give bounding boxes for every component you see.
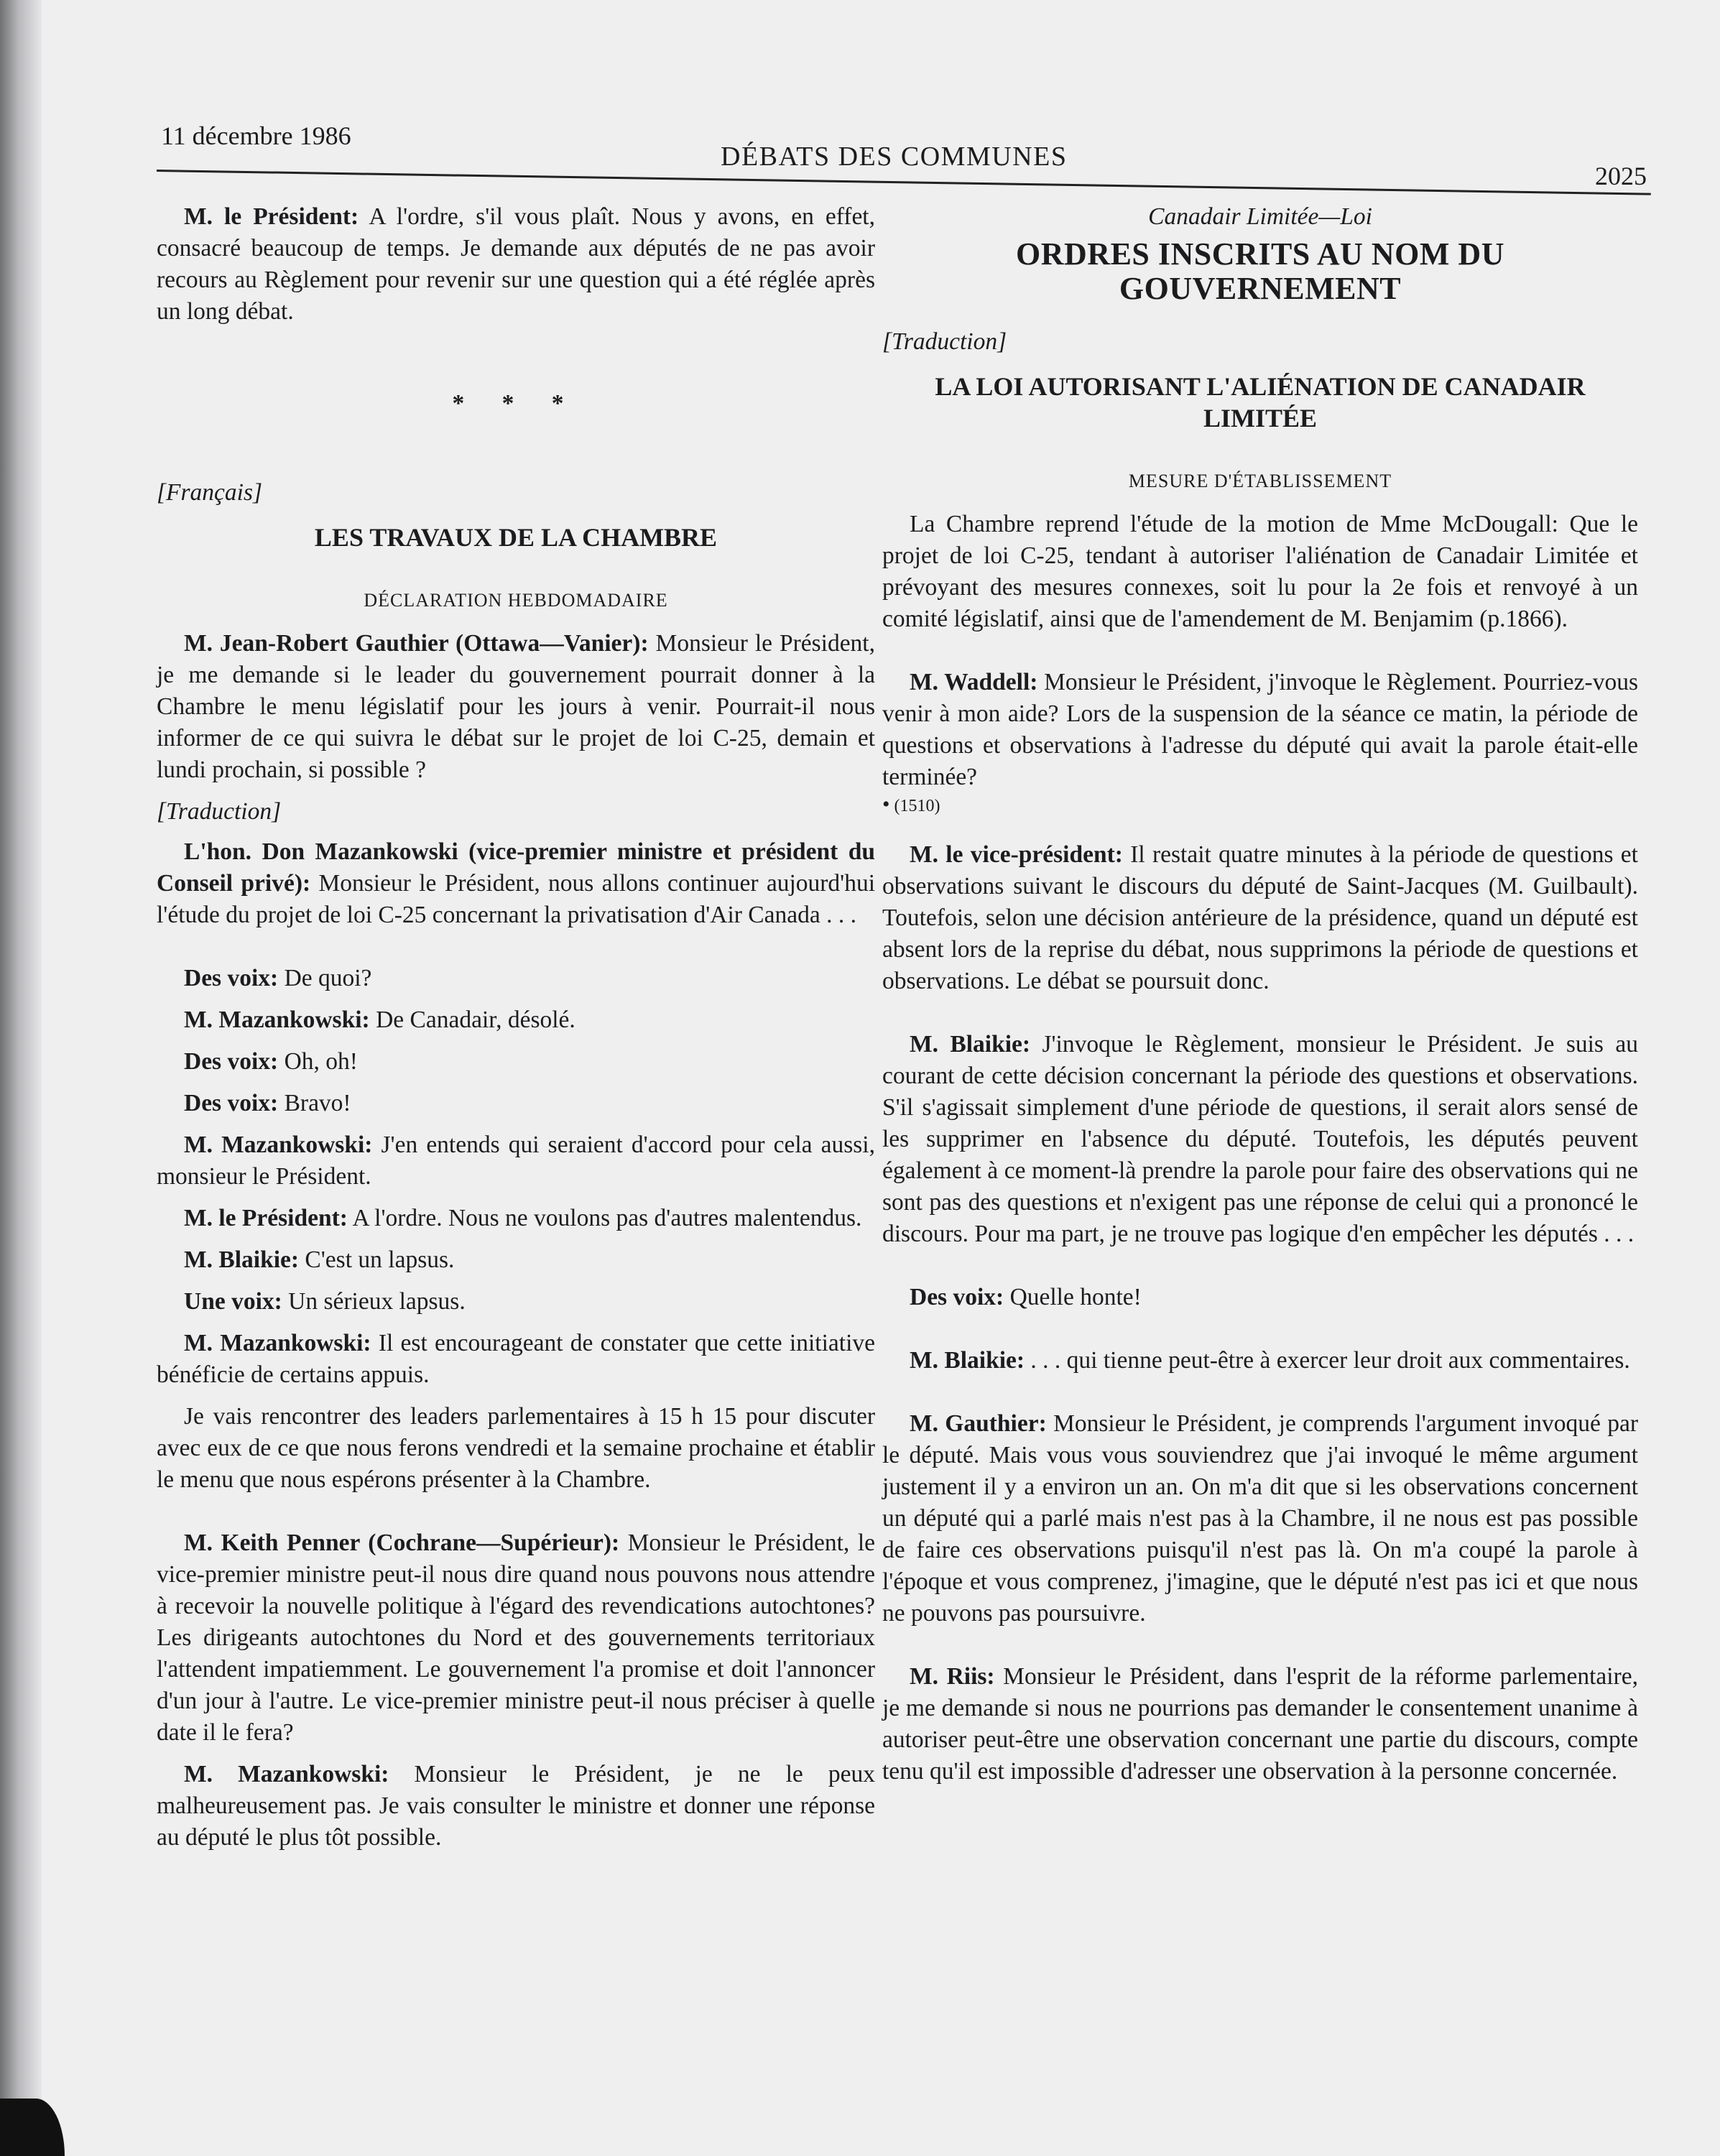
speech-paragraph bbox=[882, 667, 1638, 793]
speech-text: Il restait quatre minutes à la période de questions et observations suivant le discours du député de Saint-Jacques (M. Guilbault). Toutefois, selon une décision antérieure de la présidence, quand un député est absent lors de la reprise du débat, nous supprimons la période de questions et observations. Le débat se poursuit donc. bbox=[882, 841, 1638, 994]
speech-text: J'en entends qui seraient d'accord pour cela aussi, monsieur le Président. bbox=[157, 1132, 875, 1190]
section-heading: LES TRAVAUX DE LA CHAMBRE bbox=[314, 523, 718, 552]
speech-text: Quelle honte! bbox=[1004, 1284, 1142, 1310]
speech-paragraph bbox=[882, 1408, 1638, 1629]
language-tag: [Français] bbox=[157, 479, 263, 506]
speech-text: A l'ordre. Nous ne voulons pas d'autres malentendus. bbox=[347, 1205, 862, 1231]
speaker-name: M. le Président: bbox=[184, 1205, 348, 1231]
speech-text: De Canadair, désolé. bbox=[369, 1007, 575, 1033]
speaker-name: M. Mazankowski: bbox=[184, 1761, 389, 1787]
speaker-name: M. Mazankowski: bbox=[184, 1007, 370, 1033]
speech-paragraph bbox=[882, 1345, 1638, 1377]
running-head: Canadair Limitée—Loi bbox=[1148, 203, 1372, 230]
speaker-name: M. le Président: bbox=[184, 203, 359, 230]
speech-text: Monsieur le Président, je me demande si le leader du gouvernement pourrait donner à la Chambre le menu législatif pour les jours à venir. Pourrait-il nous informer de ce qui suivra le débat sur le projet de loi C-25, demain et lundi prochain, si possible ? bbox=[157, 630, 875, 783]
speaker-name: M. Blaikie: bbox=[184, 1246, 300, 1273]
speaker-name: Une voix: bbox=[184, 1288, 282, 1315]
speech-paragraph bbox=[882, 1029, 1638, 1250]
speech-paragraph bbox=[157, 201, 875, 328]
speech-paragraph: La Chambre reprend l'étude de la motion de Mme McDougall: Que le projet de loi C-25, tendant à autoriser l'aliénation de Canadair Limitée et prévoyant des mesures connexes, soit lu pour la 2e fois et renvoyé à un comité législatif, ainsi que de l'amendement de M. Benjamim (p.1866). bbox=[882, 511, 1638, 632]
speech-text: Monsieur le Président, nous allons continuer aujourd'hui l'étude du projet de loi C-25 concernant la privatisation d'Air Canada . . . bbox=[157, 870, 875, 928]
speech-paragraph bbox=[157, 1088, 875, 1119]
speech-paragraph bbox=[882, 839, 1638, 997]
speech-text: . . . qui tienne peut-être à exercer leur droit aux commentaires. bbox=[1025, 1347, 1630, 1374]
speaker-name: M. Jean-Robert Gauthier (Ottawa—Vanier): bbox=[184, 630, 649, 657]
book-corner bbox=[0, 2099, 65, 2156]
language-tag: [Traduction] bbox=[882, 328, 1007, 355]
page-number: 2025 bbox=[1595, 162, 1647, 190]
speech-text: Un sérieux lapsus. bbox=[282, 1288, 466, 1315]
time-marker bbox=[882, 789, 1638, 822]
speech-paragraph bbox=[157, 1759, 875, 1854]
speech-text: Bravo! bbox=[278, 1090, 351, 1116]
right-column bbox=[882, 201, 1638, 1819]
speaker-name: M. Riis: bbox=[910, 1663, 995, 1690]
subsection-heading: MESURE D'ÉTABLISSEMENT bbox=[1128, 471, 1392, 491]
header-title: DÉBATS DES COMMUNES bbox=[721, 142, 1068, 172]
speech-text: Il est encourageant de constater que cette initiative bénéficie de certains appuis. bbox=[157, 1330, 875, 1388]
bullet-icon: • bbox=[882, 792, 890, 816]
speech-paragraph bbox=[157, 1046, 875, 1078]
speech-paragraph bbox=[882, 1282, 1638, 1313]
header-rule bbox=[157, 170, 1651, 195]
speech-text: Monsieur le Président, le vice-premier ministre peut-il nous dire quand nous pouvons nous attendre à recevoir la nouvelle politique à l'égard des revendications autochtones? Les dirigeants autochtones du Nord et des gouvernements territoriaux l'attendent impatiemment. Le gouvernement l'a promise et doit l'annoncer d'un jour à l'autre. Le vice-premier ministre peut-il nous préciser à quelle date il le fera? bbox=[157, 1530, 875, 1746]
speech-paragraph bbox=[157, 1129, 875, 1193]
speaker-name: Des voix: bbox=[184, 965, 279, 991]
speech-paragraph bbox=[157, 836, 875, 931]
speaker-name: Des voix: bbox=[184, 1090, 279, 1116]
speaker-name: Des voix: bbox=[184, 1048, 279, 1075]
speech-text: J'invoque le Règlement, monsieur le Président. Je suis au courant de cette décision concernant la période des questions et observations. S'il s'agissait simplement d'une période de questions, il serait alors sensé de les supprimer en l'absence du député. Toutefois, les députés peuvent également à ce moment-là prendre la parole pour faire des observations qui ne sont pas des questions et n'exigent pas une réponse de celui qui a prononcé le discours. Pour ma part, je ne trouve pas logique d'en empêcher les députés . . . bbox=[882, 1031, 1638, 1247]
subsection-heading: DÉCLARATION HEBDOMADAIRE bbox=[364, 590, 668, 611]
speech-text: A l'ordre, s'il vous plaît. Nous y avons, en effet, consacré beaucoup de temps. Je demande aux députés de ne pas avoir recours au Règlement pour revenir sur une question qui a été réglée après un long débat. bbox=[157, 203, 875, 325]
bill-heading: LA LOI AUTORISANT L'ALIÉNATION DE CANADAIR LIMITÉE bbox=[935, 372, 1586, 432]
speech-paragraph bbox=[157, 1203, 875, 1234]
speech-paragraph bbox=[157, 1004, 875, 1036]
speaker-name: M. Blaikie: bbox=[910, 1031, 1031, 1058]
speech-paragraph bbox=[157, 1244, 875, 1276]
speech-paragraph bbox=[157, 963, 875, 994]
speaker-name: L'hon. Don Mazankowski (vice-premier ministre et président du Conseil privé): bbox=[157, 838, 875, 897]
speech-text: Monsieur le Président, j'invoque le Règlement. Pourriez-vous venir à mon aide? Lors de la suspension de la séance ce matin, la période de questions et observations à l'adresse du député qui avait la parole était-elle terminée? bbox=[882, 669, 1638, 790]
page-binding-shadow bbox=[0, 0, 42, 2156]
speaker-name: M. Mazankowski: bbox=[184, 1132, 373, 1158]
speaker-name: M. Mazankowski: bbox=[184, 1330, 371, 1356]
speech-text: Monsieur le Président, je ne le peux malheureusement pas. Je vais consulter le ministre et donner une réponse au député le plus tôt possible. bbox=[157, 1761, 875, 1851]
speech-paragraph bbox=[157, 1328, 875, 1391]
speaker-name: M. Waddell: bbox=[910, 669, 1038, 695]
speech-paragraph bbox=[157, 1286, 875, 1318]
speaker-name: M. Blaikie: bbox=[910, 1347, 1025, 1374]
speech-paragraph bbox=[882, 1661, 1638, 1787]
speaker-name: M. Gauthier: bbox=[910, 1410, 1047, 1437]
speaker-name: M. Keith Penner (Cochrane—Supérieur): bbox=[184, 1530, 620, 1556]
speech-text: Monsieur le Président, dans l'esprit de la réforme parlementaire, je me demande si nous ne pourrions pas demander le consentement unanime à autoriser peut-être une observation concernant une partie du discours, compte tenu qu'il est impossible d'adresser une observation à la personne concernée. bbox=[882, 1663, 1638, 1785]
speech-paragraph: Je vais rencontrer des leaders parlementaires à 15 h 15 pour discuter avec eux de ce que nous ferons vendredi et la semaine prochaine et établir le menu que nous espérons présenter à la Chambre. bbox=[157, 1403, 875, 1493]
speaker-name: M. le vice-président: bbox=[910, 841, 1123, 868]
left-column bbox=[157, 201, 875, 1864]
language-tag: [Traduction] bbox=[157, 798, 282, 825]
speech-paragraph bbox=[157, 1527, 875, 1749]
speech-text: Monsieur le Président, je comprends l'argument invoqué par le député. Mais vous vous souviendrez que j'ai invoqué le même argument justement il y a environ un an. On m'a dit que si les observations concernent un député qui a parlé mais n'est pas à la Chambre, il ne nous est pas possible de faire ces observations puisqu'il n'est pas là. On m'a coupé la parole à l'époque et vous comprenez, j'imagine, que le député n'est pas ici et que nous ne pouvons pas poursuivre. bbox=[882, 1410, 1639, 1627]
speaker-name: Des voix: bbox=[910, 1284, 1004, 1310]
speech-text: Oh, oh! bbox=[278, 1048, 358, 1075]
page-header bbox=[157, 108, 1651, 190]
section-heading: ORDRES INSCRITS AU NOM DU GOUVERNEMENT bbox=[1016, 236, 1504, 306]
time-marker-text: (1510) bbox=[894, 797, 940, 815]
speech-text: De quoi? bbox=[278, 965, 372, 991]
section-separator: * * * bbox=[452, 390, 580, 417]
speech-paragraph bbox=[157, 628, 875, 786]
header-date: 11 décembre 1986 bbox=[161, 121, 351, 150]
hansard-page bbox=[157, 108, 1651, 2119]
speech-text: C'est un lapsus. bbox=[299, 1246, 455, 1273]
